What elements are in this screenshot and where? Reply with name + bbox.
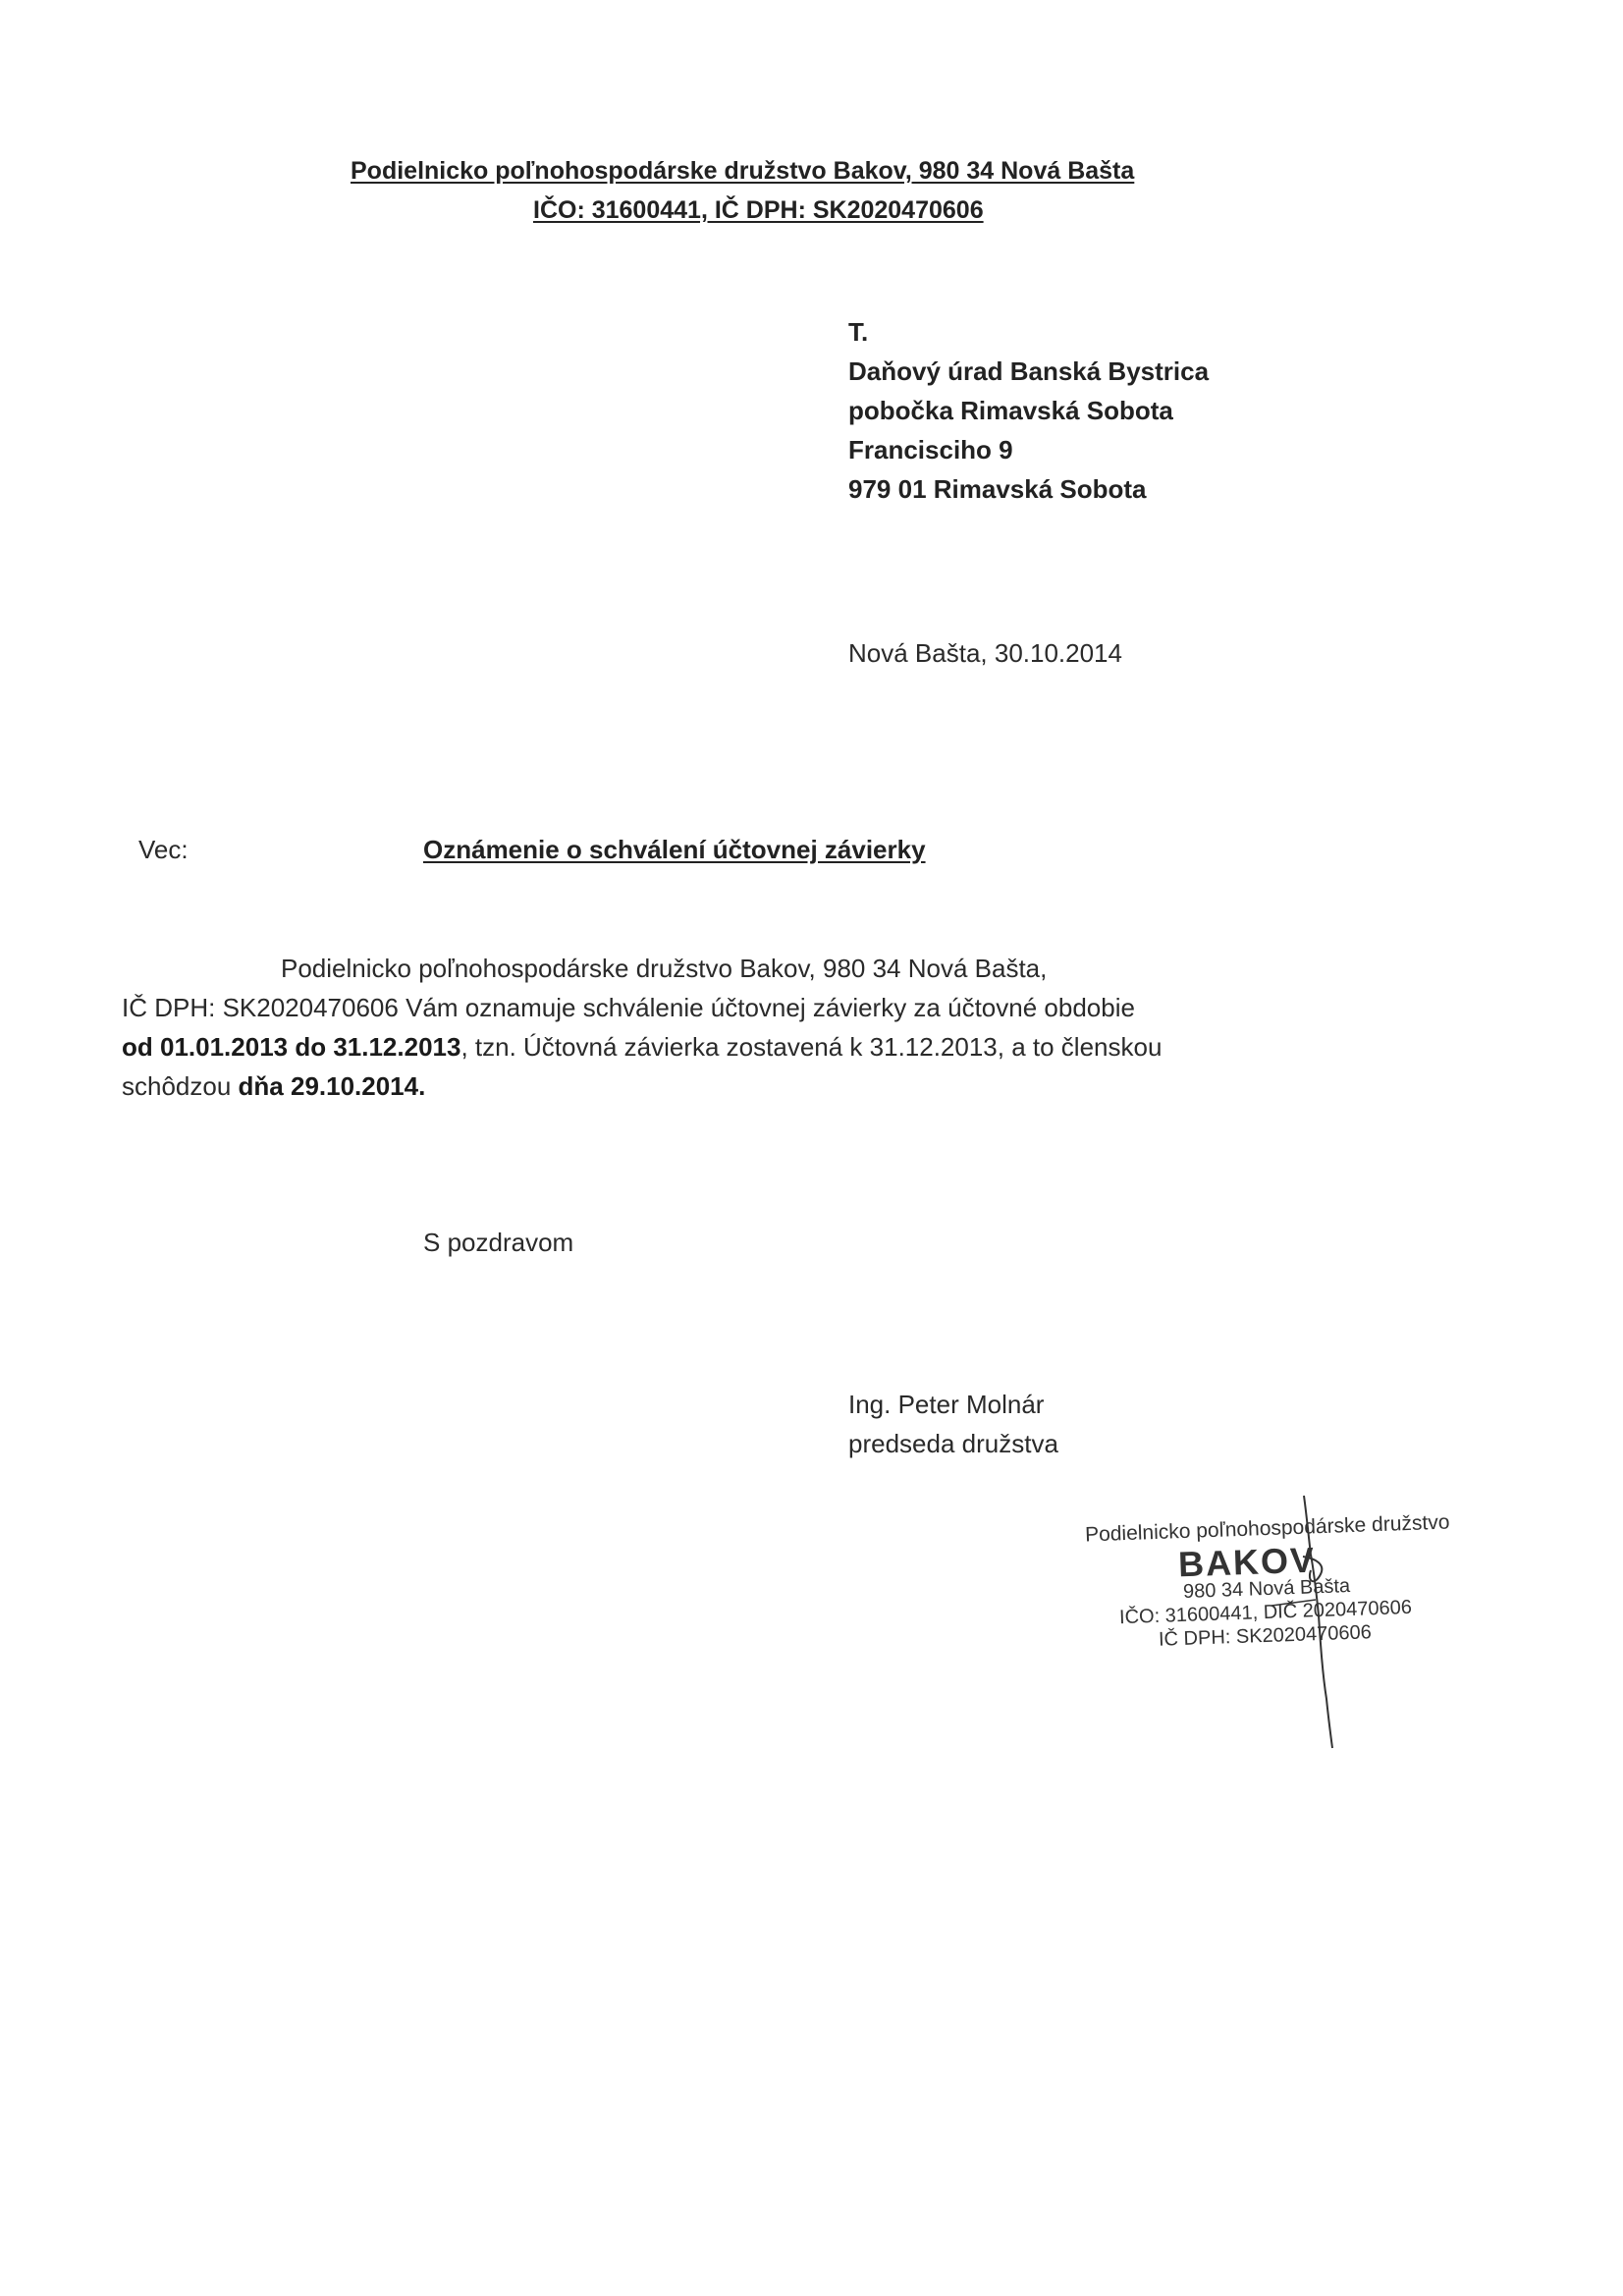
body-line-1: Podielnicko poľnohospodárske družstvo Bakov, 980 34 Nová Bašta, bbox=[281, 954, 1048, 983]
recipient-address bbox=[848, 312, 1209, 509]
company-stamp bbox=[1075, 1488, 1488, 1753]
stamp-line-3: 980 34 Nová Bašta bbox=[1182, 1575, 1351, 1603]
stamp-line-1: Podielnicko poľnohospodárske družstvo bbox=[1084, 1510, 1450, 1547]
recipient-prefix: T. bbox=[848, 317, 869, 347]
signer-title: predseda družstva bbox=[848, 1429, 1058, 1458]
signature-stroke bbox=[1075, 1488, 1488, 1753]
stamp-line-5: IČ DPH: SK2020470606 bbox=[1158, 1621, 1373, 1651]
recipient-name: Daňový úrad Banská Bystrica bbox=[848, 356, 1210, 386]
recipient-city: 979 01 Rimavská Sobota bbox=[848, 474, 1147, 504]
body-line-3-rest: , tzn. Účtovná závierka zostavená k 31.12.2013, a to členskou bbox=[460, 1032, 1163, 1062]
recipient-branch: pobočka Rimavská Sobota bbox=[848, 396, 1173, 425]
signer-name: Ing. Peter Molnár bbox=[848, 1390, 1045, 1419]
company-header: Podielnicko poľnohospodárske družstvo Bakov, 980 34 Nová Bašta bbox=[351, 157, 1135, 185]
body-line-3 bbox=[122, 1027, 1320, 1066]
meeting-date-bold: dňa 29.10.2014. bbox=[238, 1071, 426, 1101]
body-line-2: IČ DPH: SK2020470606 Vám oznamuje schválenie účtovnej závierky za účtovné obdobie bbox=[122, 993, 1135, 1022]
subject-label: Vec: bbox=[138, 835, 189, 864]
company-ids: IČO: 31600441, IČ DPH: SK2020470606 bbox=[533, 196, 984, 224]
body-line-4-start: schôdzou bbox=[122, 1071, 239, 1101]
closing: S pozdravom bbox=[423, 1228, 574, 1257]
stamp-line-2: BAKOV bbox=[1177, 1539, 1317, 1585]
signature-block bbox=[848, 1385, 1058, 1463]
body-line-4 bbox=[122, 1066, 1320, 1106]
recipient-street: Francisciho 9 bbox=[848, 435, 1013, 465]
stamp-line-4: IČO: 31600441, DIČ 2020470606 bbox=[1118, 1596, 1413, 1629]
date-line: Nová Bašta, 30.10.2014 bbox=[848, 638, 1122, 668]
subject-text: Oznámenie o schválení účtovnej závierky bbox=[423, 835, 926, 864]
period-bold: od 01.01.2013 do 31.12.2013 bbox=[122, 1032, 461, 1062]
body-paragraph bbox=[122, 949, 1320, 1106]
